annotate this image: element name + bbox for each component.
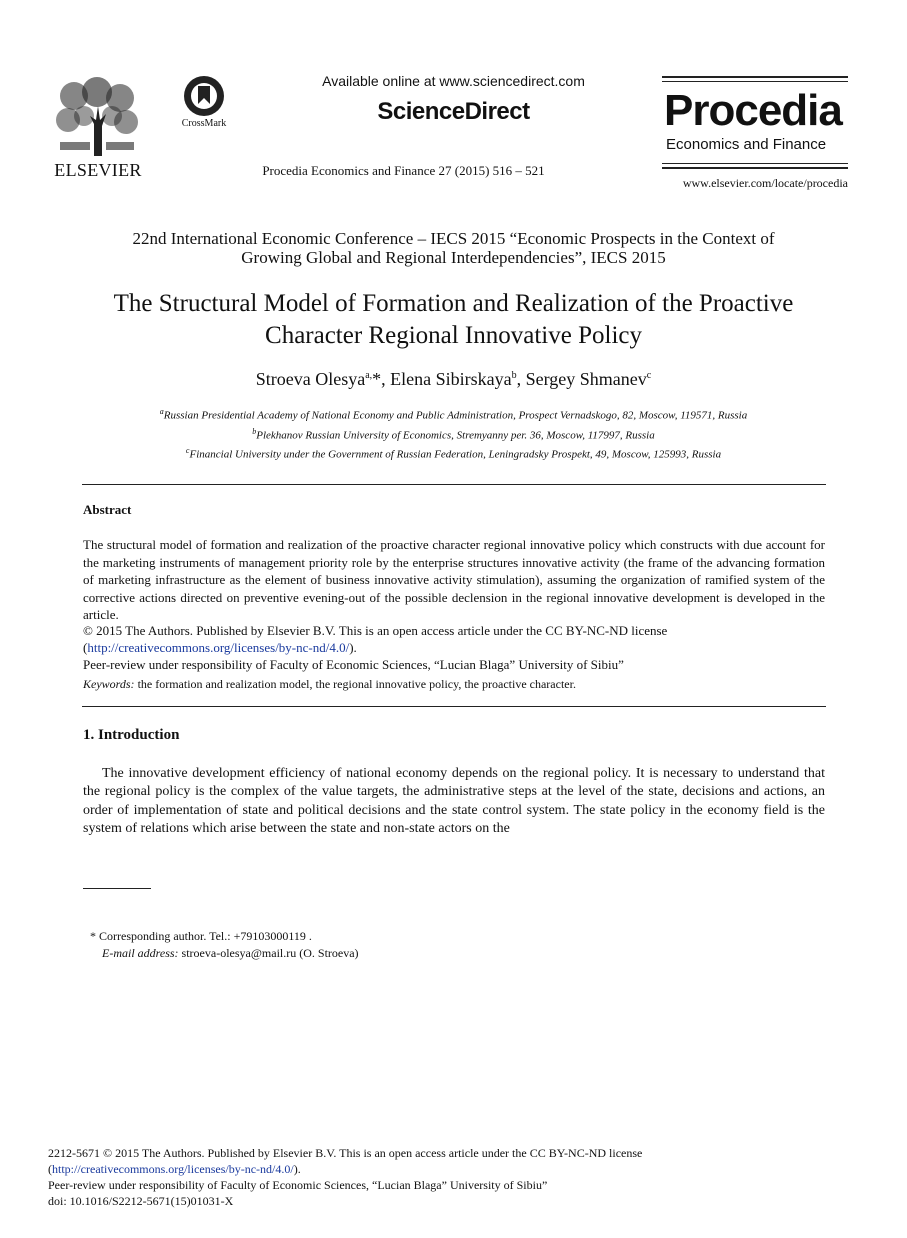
author-affiliation-mark: c: [646, 370, 652, 381]
footer-doi[interactable]: doi: 10.1016/S2212-5671(15)01031-X: [48, 1194, 234, 1208]
author-separator: ,: [516, 369, 526, 389]
affiliation-list: [60, 404, 847, 463]
affiliation-mark: c: [185, 446, 190, 456]
keywords-label: Keywords:: [83, 677, 135, 691]
author-separator: ,: [381, 369, 391, 389]
section-heading: 1. Introduction: [83, 727, 180, 743]
paper-title-line-1: The Structural Model of Formation and Realization of the Proactive: [113, 290, 794, 317]
author-list: [60, 369, 847, 390]
footer-license-link[interactable]: http://creativecommons.org/licenses/by-nc-nd/4.0/: [52, 1162, 294, 1176]
elsevier-wordmark: ELSEVIER: [54, 160, 142, 180]
affiliation-text: Russian Presidential Academy of National Economy and Public Administration, Prospect Vernadskogo, 82, Moscow, 119571, Russia: [163, 409, 748, 422]
footer-peer-review: Peer-review under responsibility of Faculty of Economic Sciences, “Lucian Blaga” University of Sibiu”: [48, 1178, 548, 1192]
paren-close: ).: [293, 1162, 301, 1176]
available-online-text: Available online at www.sciencedirect.com: [322, 73, 585, 89]
footer-license-line: [48, 1161, 301, 1177]
author-name: Stroeva Olesya: [255, 369, 366, 389]
email-label: E-mail address:: [102, 946, 179, 960]
corresponding-author-note: * Corresponding author. Tel.: +79103000119 .: [90, 929, 312, 943]
email-address[interactable]: stroeva-olesya@mail.ru (O. Stroeva): [178, 946, 359, 960]
corresponding-star: *: [372, 369, 382, 389]
copyright-line: © 2015 The Authors. Published by Elsevier B.V. This is an open access article under the CC BY-NC-ND license: [83, 623, 668, 638]
abstract-top-rule: [82, 484, 826, 485]
affiliation-mark: a: [159, 407, 164, 416]
email-note: [102, 946, 359, 961]
paren-open: (: [48, 1162, 52, 1176]
conference-line-1: 22nd International Economic Conference – IECS 2015 “Economic Prospects in the Context of: [132, 229, 775, 248]
keywords-line: [83, 677, 576, 692]
procedia-rule-mid: [662, 163, 848, 164]
conference-name: [60, 229, 847, 267]
procedia-url[interactable]: www.elsevier.com/locate/procedia: [682, 176, 848, 190]
abstract-body: The structural model of formation and realization of the proactive character regional innovative policy which constructs with due account for the marketing instruments of management priority role by the enterprise structures innovative activity (the frame of the advancing formation of marketing infrastructure as the element of business innovative activity stimulation), assuming the organization of ramified system of the corrective actions directed on preventive evening-out of the possible declension in the regional innovative development is developed in the article.: [83, 537, 825, 622]
author-affiliation-mark: a,: [365, 370, 373, 381]
affiliation-item: [60, 443, 847, 463]
procedia-subtitle: Economics and Finance: [666, 136, 827, 153]
sciencedirect-logo: ScienceDirect: [377, 98, 530, 125]
intro-paragraph: The innovative development efficiency of national economy depends on the regional policy. It is necessary to understand that the regional policy is the complex of the value targets, the administrative steps at the level of the state, decisions and actions, an order of implementation of state and political decisions and the state control system. The state policy in the economy field is the system of relations which arise between the state and non-state actors on the: [83, 766, 825, 837]
crossmark-label: CrossMark: [181, 118, 227, 129]
conference-line-2: Growing Global and Regional Interdependencies”, IECS 2015: [241, 248, 666, 267]
paren-close: ).: [349, 640, 357, 655]
procedia-logo: [662, 76, 848, 194]
keywords-text: the formation and realization model, the regional innovative policy, the proactive character.: [134, 677, 576, 691]
procedia-rule-mid-thick: [662, 167, 848, 169]
procedia-rule-top: [662, 76, 848, 78]
author-affiliation-mark: b: [511, 370, 517, 381]
footnote-rule: [83, 888, 151, 889]
affiliation-item: [60, 424, 847, 444]
paper-title-line-2: Character Regional Innovative Policy: [265, 322, 642, 349]
abstract-heading: Abstract: [83, 502, 132, 517]
affiliation-mark: b: [252, 426, 257, 436]
author-name: Sergey Shmanev: [525, 369, 647, 389]
procedia-rule-top-thin: [662, 81, 848, 82]
license-line: [83, 639, 357, 656]
affiliation-text: Plekhanov Russian University of Economics, Stremyanny per. 36, Moscow, 117997, Russia: [256, 429, 655, 442]
paren-open: (: [83, 640, 88, 655]
peer-review-line: Peer-review under responsibility of Faculty of Economic Sciences, “Lucian Blaga” University of Sibiu”: [83, 657, 624, 672]
journal-citation: Procedia Economics and Finance 27 (2015) 516 – 521: [262, 163, 545, 178]
procedia-title: Procedia: [664, 86, 842, 135]
abstract-bottom-rule: [82, 706, 826, 707]
paper-title: [60, 288, 847, 352]
license-link[interactable]: http://creativecommons.org/licenses/by-nc-nd/4.0/: [87, 640, 350, 655]
affiliation-text: Financial University under the Government of Russian Federation, Leningradsky Prospekt, 49, Moscow, 125993, Russia: [189, 448, 722, 461]
author-name: Elena Sibirskaya: [390, 369, 512, 389]
footer-issn-line: 2212-5671 © 2015 The Authors. Published by Elsevier B.V. This is an open access article under the CC BY-NC-ND license: [48, 1146, 643, 1160]
affiliation-item: [60, 404, 847, 424]
